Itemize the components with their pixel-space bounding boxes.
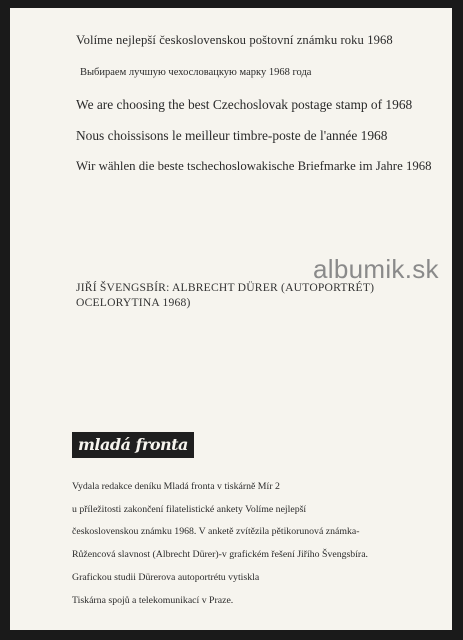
title-german: Wir wählen die beste tschechoslowakische Briefmarke im Jahre 1968 [76, 159, 432, 173]
publisher-info [72, 476, 452, 612]
publisher-line: Tiskárna spojů a telekomunikací v Praze. [72, 594, 234, 606]
watermark: albumik.sk [313, 254, 439, 284]
postcard [10, 8, 452, 630]
title-english: We are choosing the best Czechoslovak postage stamp of 1968 [76, 97, 413, 112]
publisher-line: Růžencová slavnost (Albrecht Dürer)-v grafickém řešení Jiřího Švengsbíra. [72, 549, 368, 561]
publisher-line: u příležitosti zakončení filatelistické ankety Volíme nejlepší [72, 503, 307, 515]
publisher-line: Vydala redakce deníku Mladá fronta v tiskárně Mír 2 [72, 481, 280, 492]
publisher-line: československou známku 1968. V anketě zvítězila pětikorunová známka- [72, 526, 360, 538]
caption-line-1: JIŘÍ ŠVENGSBÍR: ALBRECHT DÜRER (AUTOPORTRÉT) [76, 281, 375, 294]
publisher-line: Grafickou studii Dürerova autoportrétu vytiskla [72, 571, 260, 583]
title-french: Nous choissisons le meilleur timbre-poste de l'année 1968 [76, 128, 388, 143]
title-russian: Выбираем лучшую чехословацкую марку 1968 года [80, 67, 312, 78]
publisher-logo: mladá fronta [72, 432, 194, 458]
title-czech: Volíme nejlepší československou poštovní známku roku 1968 [76, 33, 393, 47]
caption-line-2: OCELORYTINA 1968) [76, 296, 191, 309]
